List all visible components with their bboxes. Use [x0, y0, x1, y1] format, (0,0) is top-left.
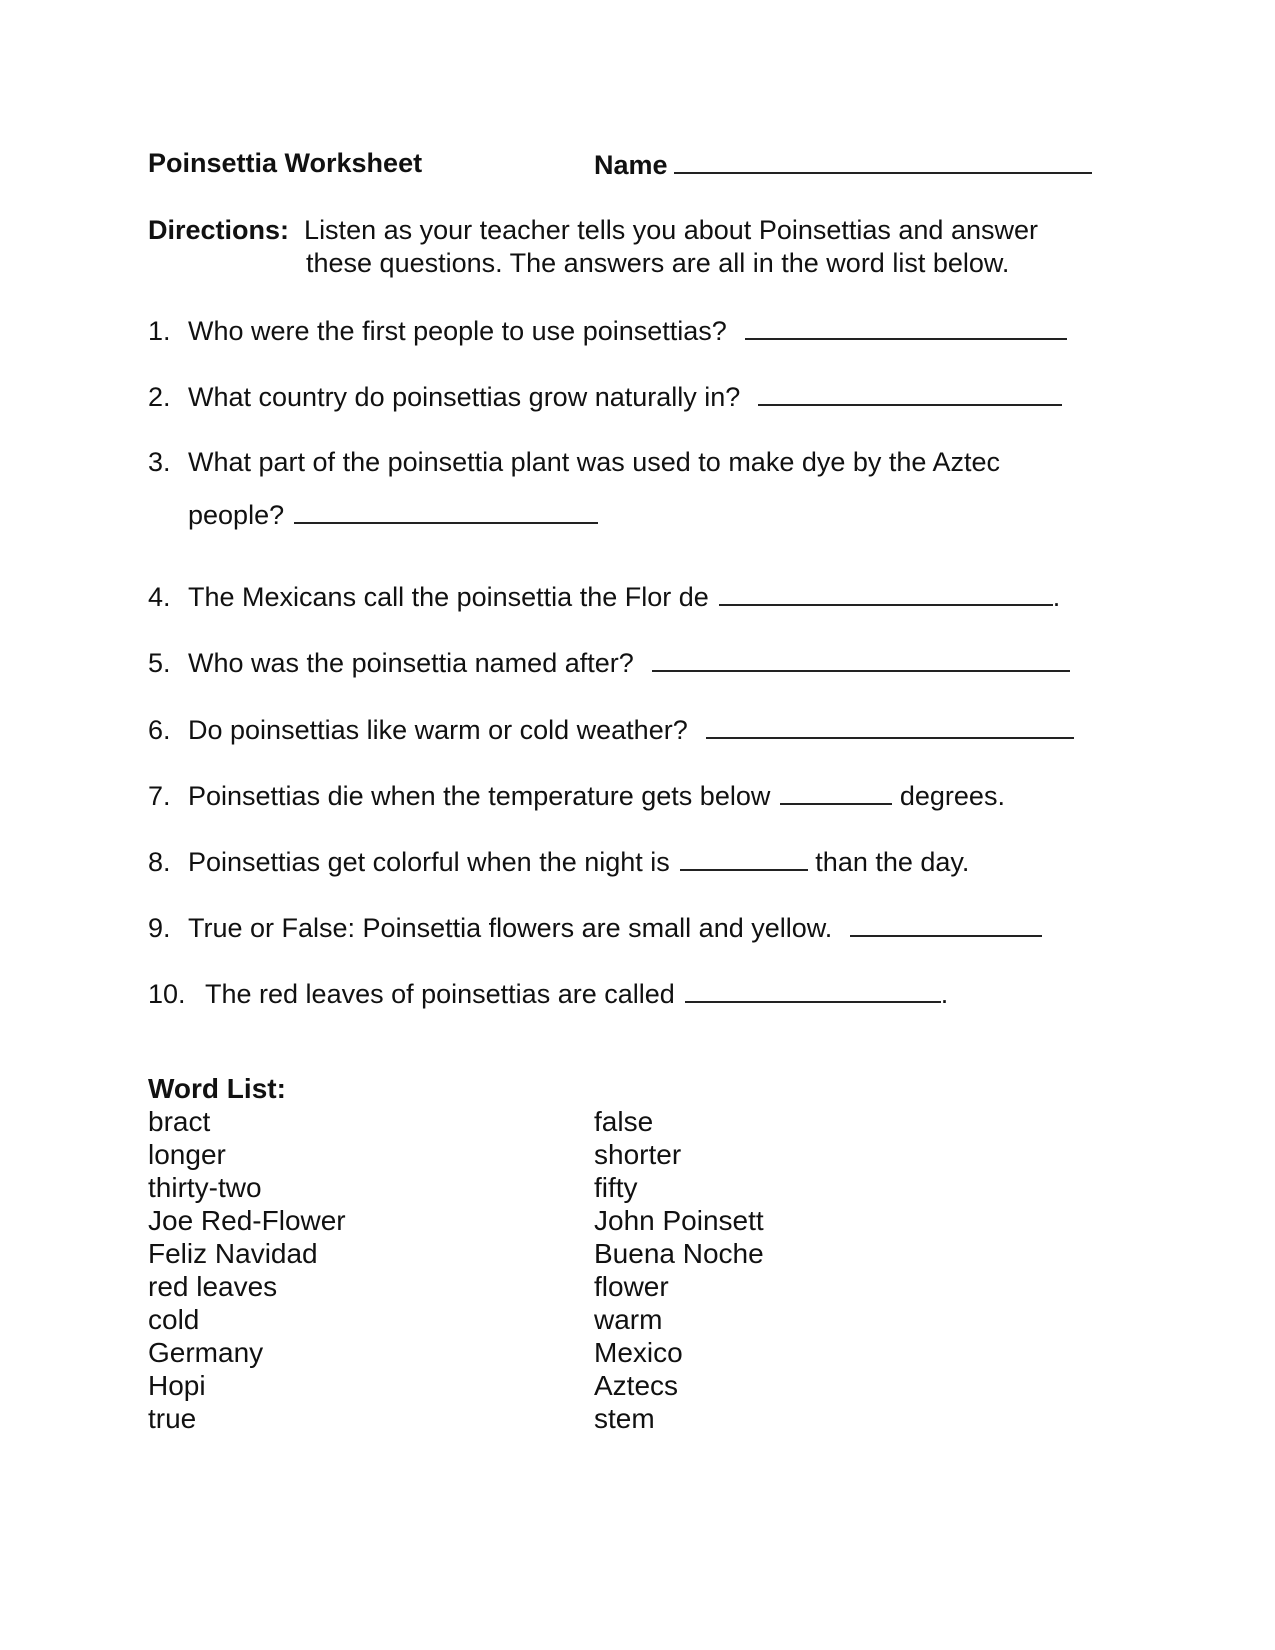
question-text: True or False: Poinsettia flowers are small and yellow. — [188, 913, 833, 943]
question-8 — [148, 843, 969, 879]
question-suffix: degrees. — [899, 781, 1005, 811]
question-number: 3. — [148, 447, 171, 477]
name-blank[interactable] — [674, 146, 1092, 174]
question-6 — [148, 711, 1074, 747]
answer-blank-3[interactable] — [294, 496, 598, 524]
word-list-item: stem — [594, 1403, 655, 1434]
question-suffix: than the day. — [815, 847, 970, 877]
question-text: Poinsettias get colorful when the night is — [188, 847, 670, 877]
word-list-item: Buena Noche — [594, 1238, 764, 1269]
question-text: What part of the poinsettia plant was used to make dye by the Aztec — [188, 447, 1000, 477]
question-2 — [148, 378, 1062, 414]
name-label-text: Name — [594, 150, 668, 180]
word-list-item: fifty — [594, 1172, 638, 1203]
word-list-item: Hopi — [148, 1370, 206, 1401]
answer-blank-1[interactable] — [745, 312, 1067, 340]
word-list-item: Germany — [148, 1337, 264, 1368]
answer-blank-10[interactable] — [685, 975, 941, 1003]
question-text: The Mexicans call the poinsettia the Flor de — [188, 582, 709, 612]
word-list-item: warm — [594, 1304, 663, 1335]
word-list-item: Aztecs — [594, 1370, 679, 1401]
answer-blank-5[interactable] — [652, 644, 1070, 672]
question-text: Who were the first people to use poinsettias? — [188, 316, 727, 346]
directions-line-1 — [148, 213, 1038, 247]
answer-blank-8[interactable] — [680, 843, 808, 871]
name-label — [594, 146, 1092, 182]
question-3 — [148, 445, 1000, 479]
word-list-item: red leaves — [148, 1271, 278, 1302]
question-9 — [148, 909, 1042, 945]
word-list-item: cold — [148, 1304, 200, 1335]
question-7 — [148, 777, 1005, 813]
worksheet-title: Poinsettia Worksheet — [148, 148, 423, 178]
question-suffix: . — [940, 979, 949, 1009]
word-list-item: Mexico — [594, 1337, 683, 1368]
question-number: 10. — [148, 979, 186, 1009]
question-number: 4. — [148, 582, 171, 612]
word-list-item: Joe Red-Flower — [148, 1205, 346, 1236]
question-text-continued: people? — [188, 500, 285, 530]
question-number: 2. — [148, 382, 171, 412]
word-list-item: flower — [594, 1271, 669, 1302]
question-text: Poinsettias die when the temperature gets below — [188, 781, 771, 811]
question-number: 7. — [148, 781, 171, 811]
directions-label: Directions: — [148, 215, 290, 245]
word-list-item: John Poinsett — [594, 1205, 764, 1236]
word-list-item: longer — [148, 1139, 226, 1170]
word-list-item: Feliz Navidad — [148, 1238, 318, 1269]
directions-line-2: these questions. The answers are all in the word list below. — [306, 248, 1010, 278]
answer-blank-4[interactable] — [719, 578, 1053, 606]
answer-blank-2[interactable] — [758, 378, 1062, 406]
question-number: 6. — [148, 715, 171, 745]
question-1 — [148, 312, 1067, 348]
question-suffix: . — [1052, 582, 1061, 612]
word-list-item: thirty-two — [148, 1172, 262, 1203]
question-3-continued — [188, 496, 598, 532]
directions-text-1: Listen as your teacher tells you about Poinsettias and answer — [304, 215, 1038, 245]
question-number: 5. — [148, 648, 171, 678]
question-number: 8. — [148, 847, 171, 877]
answer-blank-6[interactable] — [706, 711, 1074, 739]
question-10 — [148, 975, 948, 1011]
question-text: Do poinsettias like warm or cold weather? — [188, 715, 688, 745]
question-number: 9. — [148, 913, 171, 943]
question-text: Who was the poinsettia named after? — [188, 648, 634, 678]
word-list-heading: Word List: — [148, 1073, 286, 1104]
question-5 — [148, 644, 1070, 680]
word-list-item: shorter — [594, 1139, 682, 1170]
word-list-item: false — [594, 1106, 654, 1137]
question-4 — [148, 578, 1060, 614]
question-text: What country do poinsettias grow naturally in? — [188, 382, 741, 412]
question-text: The red leaves of poinsettias are called — [205, 979, 675, 1009]
answer-blank-7[interactable] — [780, 777, 892, 805]
answer-blank-9[interactable] — [850, 909, 1042, 937]
word-list-item: bract — [148, 1106, 211, 1137]
question-number: 1. — [148, 316, 171, 346]
word-list-item: true — [148, 1403, 197, 1434]
